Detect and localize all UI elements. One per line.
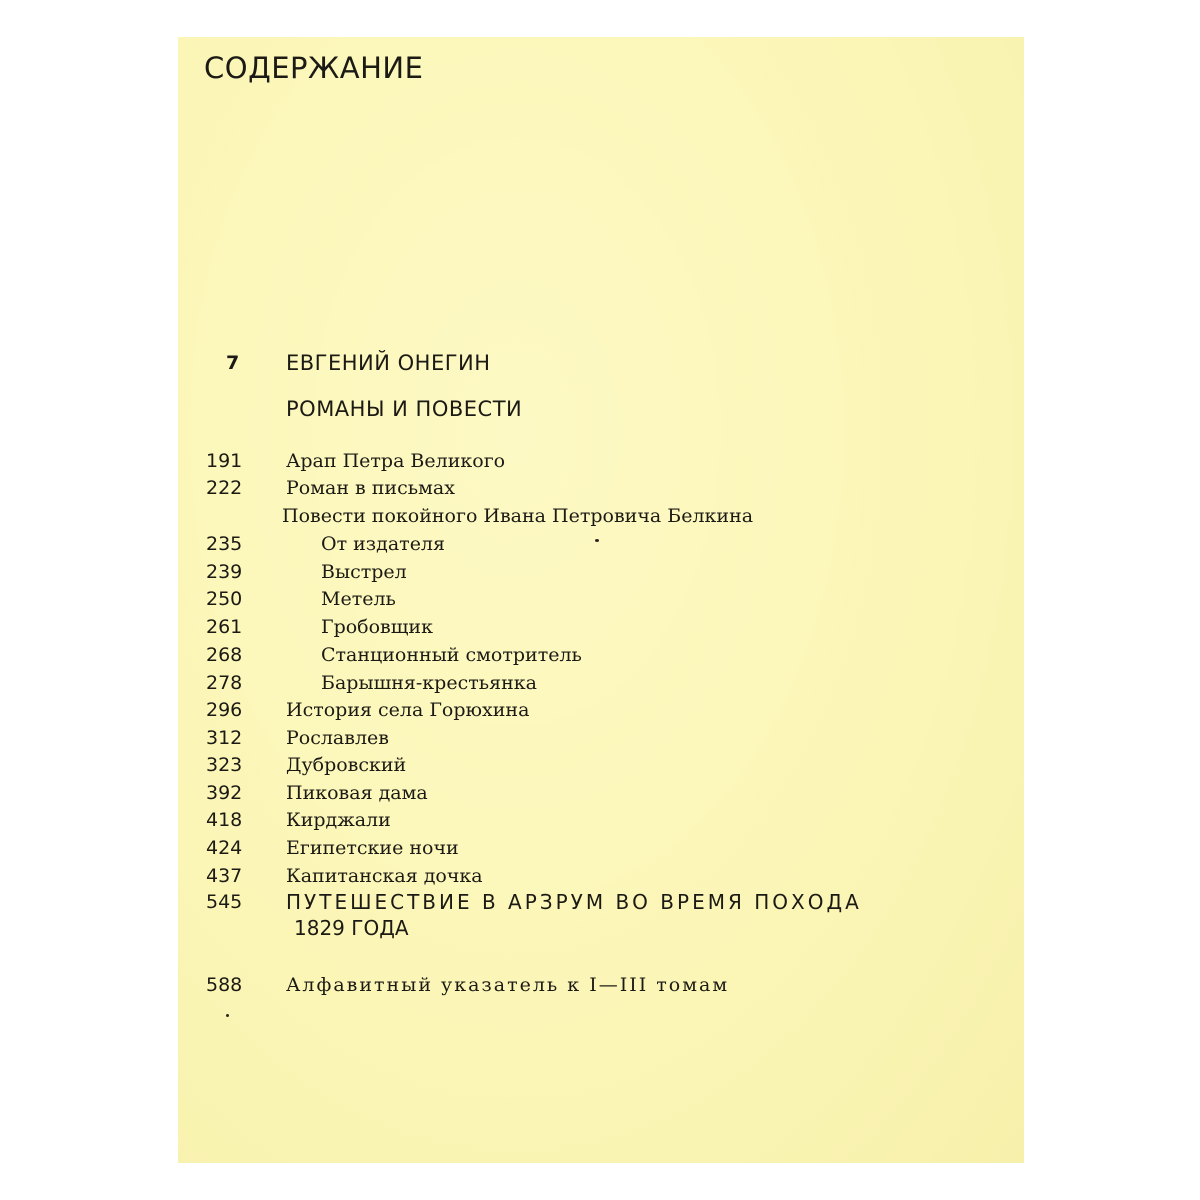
toc-page-number: 424 (206, 837, 243, 859)
toc-page-number: 235 (206, 533, 243, 555)
toc-title: Кирджали (286, 809, 391, 831)
toc-title: Роман в письмах (286, 477, 455, 499)
toc-page-number: 268 (206, 644, 243, 666)
ink-speck (226, 1014, 229, 1017)
toc-title: Арап Петра Великого (286, 450, 506, 472)
toc-title: Гробовщик (321, 616, 433, 638)
toc-title: ЕВГЕНИЙ ОНЕГИН (286, 351, 491, 375)
toc-page-number: 312 (206, 727, 243, 749)
toc-title: Выстрел (321, 561, 407, 583)
toc-title: ПУТЕШЕСТВИЕ В АРЗРУМ ВО ВРЕМЯ ПОХОДА (286, 890, 862, 914)
toc-title: Рославлев (286, 727, 389, 749)
toc-page-number: 588 (206, 974, 243, 996)
toc-page-number: 437 (206, 865, 243, 887)
toc-page-number: 261 (206, 616, 243, 638)
toc-title: Барышня-крестьянка (321, 672, 537, 694)
toc-title: Метель (321, 588, 396, 610)
ink-speck (595, 539, 599, 542)
page-heading: СОДЕРЖАНИЕ (204, 51, 424, 85)
toc-page-number: 250 (206, 588, 243, 610)
toc-page-number: 278 (206, 672, 243, 694)
toc-page-number: 191 (206, 450, 243, 472)
toc-title: Повести покойного Ивана Петровича Белкина (282, 505, 754, 527)
book-page (178, 37, 1024, 1163)
toc-page-number: 392 (206, 782, 243, 804)
toc-page-number: 7 (226, 352, 240, 374)
toc-page-number: 222 (206, 477, 243, 499)
toc-title: Пиковая дама (286, 782, 428, 804)
toc-title: Дубровский (286, 754, 407, 776)
toc-title: От издателя (321, 533, 445, 555)
toc-page-number: 545 (206, 891, 243, 913)
toc-page-number: 418 (206, 809, 243, 831)
toc-page-number: 239 (206, 561, 243, 583)
toc-title: История села Горюхина (286, 699, 530, 721)
toc-title-continuation: 1829 ГОДА (294, 916, 409, 940)
toc-title: РОМАНЫ И ПОВЕСТИ (286, 397, 523, 421)
toc-title: Египетские ночи (286, 837, 459, 859)
toc-page-number: 296 (206, 699, 243, 721)
toc-title: Станционный смотритель (321, 644, 582, 666)
toc-title: Алфавитный указатель к I—III томам (286, 974, 730, 996)
toc-title: Капитанская дочка (286, 865, 483, 887)
toc-page-number: 323 (206, 754, 243, 776)
